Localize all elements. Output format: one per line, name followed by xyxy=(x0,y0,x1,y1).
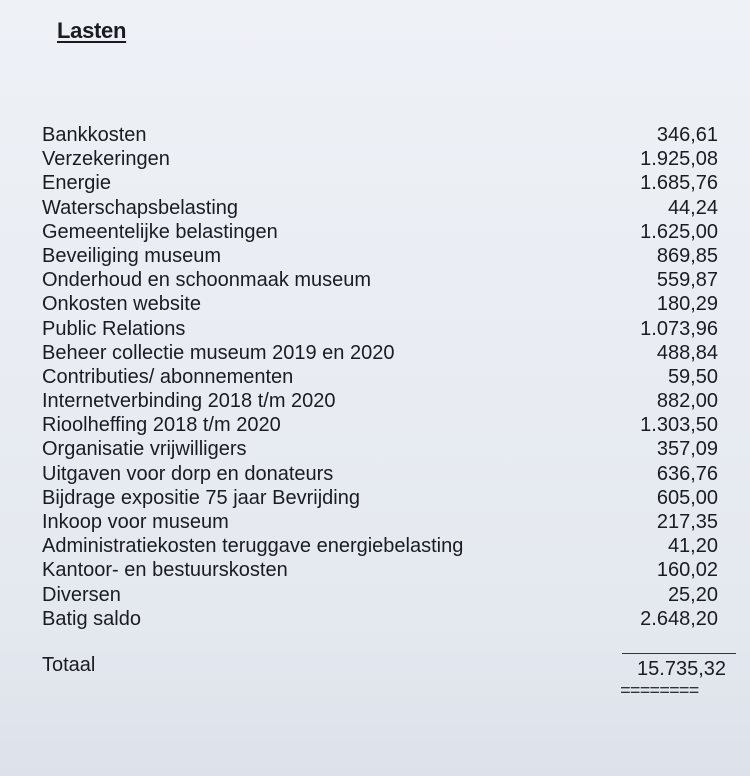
item-amount: 346,61 xyxy=(656,124,718,146)
list-item xyxy=(42,123,718,147)
item-label: Kantoor- en bestuurskosten xyxy=(42,559,288,582)
item-label: Public Relations xyxy=(42,317,186,340)
item-amount: 882,00 xyxy=(656,390,718,413)
page-title: Lasten xyxy=(57,18,127,43)
list-item xyxy=(42,510,718,534)
list-item xyxy=(42,365,718,389)
item-label: Diversen xyxy=(42,583,121,606)
item-amount: 869,85 xyxy=(656,244,718,267)
item-label: Inkoop voor museum xyxy=(42,511,229,533)
item-amount: 160,02 xyxy=(656,559,718,582)
total-row xyxy=(42,652,726,678)
list-item xyxy=(42,583,718,607)
list-item xyxy=(42,341,718,365)
item-amount: 357,09 xyxy=(656,438,718,461)
list-item xyxy=(42,413,718,437)
item-label: Bankkosten xyxy=(42,124,147,146)
item-label: Contributies/ abonnementen xyxy=(42,365,294,388)
list-item xyxy=(42,486,718,510)
item-label: Administratiekosten teruggave energiebelasting xyxy=(42,535,464,558)
item-amount: 41,20 xyxy=(667,535,718,558)
item-amount: 636,76 xyxy=(656,462,718,485)
list-item xyxy=(42,147,718,171)
item-amount: 1.685,76 xyxy=(640,172,718,195)
item-amount: 59,50 xyxy=(667,365,718,388)
item-amount: 1.925,08 xyxy=(640,148,718,171)
item-label: Onkosten website xyxy=(42,293,201,316)
total-label: Totaal xyxy=(42,654,96,676)
item-label: Bijdrage expositie 75 jaar Bevrijding xyxy=(42,486,360,509)
list-item xyxy=(42,462,718,486)
item-amount: 1.625,00 xyxy=(640,220,718,243)
item-label: Rioolheffing 2018 t/m 2020 xyxy=(42,414,281,437)
list-item xyxy=(42,317,718,341)
list-item xyxy=(42,558,718,582)
total-amount: 15.735,32 xyxy=(637,658,726,680)
item-label: Organisatie vrijwilligers xyxy=(42,438,247,461)
list-item xyxy=(42,389,718,413)
list-item xyxy=(42,220,718,244)
item-amount: 1.073,96 xyxy=(640,317,718,340)
expense-list xyxy=(42,123,718,631)
item-label: Beheer collectie museum 2019 en 2020 xyxy=(42,341,395,364)
item-amount: 180,29 xyxy=(656,293,718,316)
item-amount: 1.303,50 xyxy=(640,414,718,437)
item-amount: 25,20 xyxy=(667,583,718,606)
item-label: Waterschapsbelasting xyxy=(42,196,239,219)
total-double-underline: ======== xyxy=(620,682,699,702)
list-item xyxy=(42,268,718,292)
item-label: Energie xyxy=(42,172,111,195)
item-label: Beveiliging museum xyxy=(42,244,221,267)
item-amount: 559,87 xyxy=(656,269,718,292)
list-item xyxy=(42,171,718,195)
list-item xyxy=(42,607,718,631)
item-amount: 217,35 xyxy=(656,511,718,533)
list-item xyxy=(42,196,718,220)
list-item xyxy=(42,244,718,268)
item-label: Batig saldo xyxy=(42,607,141,630)
item-amount: 2.648,20 xyxy=(640,607,718,630)
item-amount: 44,24 xyxy=(667,196,718,219)
item-amount: 605,00 xyxy=(656,486,718,509)
item-label: Uitgaven voor dorp en donateurs xyxy=(42,462,334,485)
list-item xyxy=(42,437,718,461)
item-label: Verzekeringen xyxy=(42,148,170,171)
item-label: Internetverbinding 2018 t/m 2020 xyxy=(42,390,336,413)
item-label: Gemeentelijke belastingen xyxy=(42,220,278,243)
item-amount: 488,84 xyxy=(656,341,718,364)
list-item xyxy=(42,292,718,316)
item-label: Onderhoud en schoonmaak museum xyxy=(42,269,372,292)
list-item xyxy=(42,534,718,558)
